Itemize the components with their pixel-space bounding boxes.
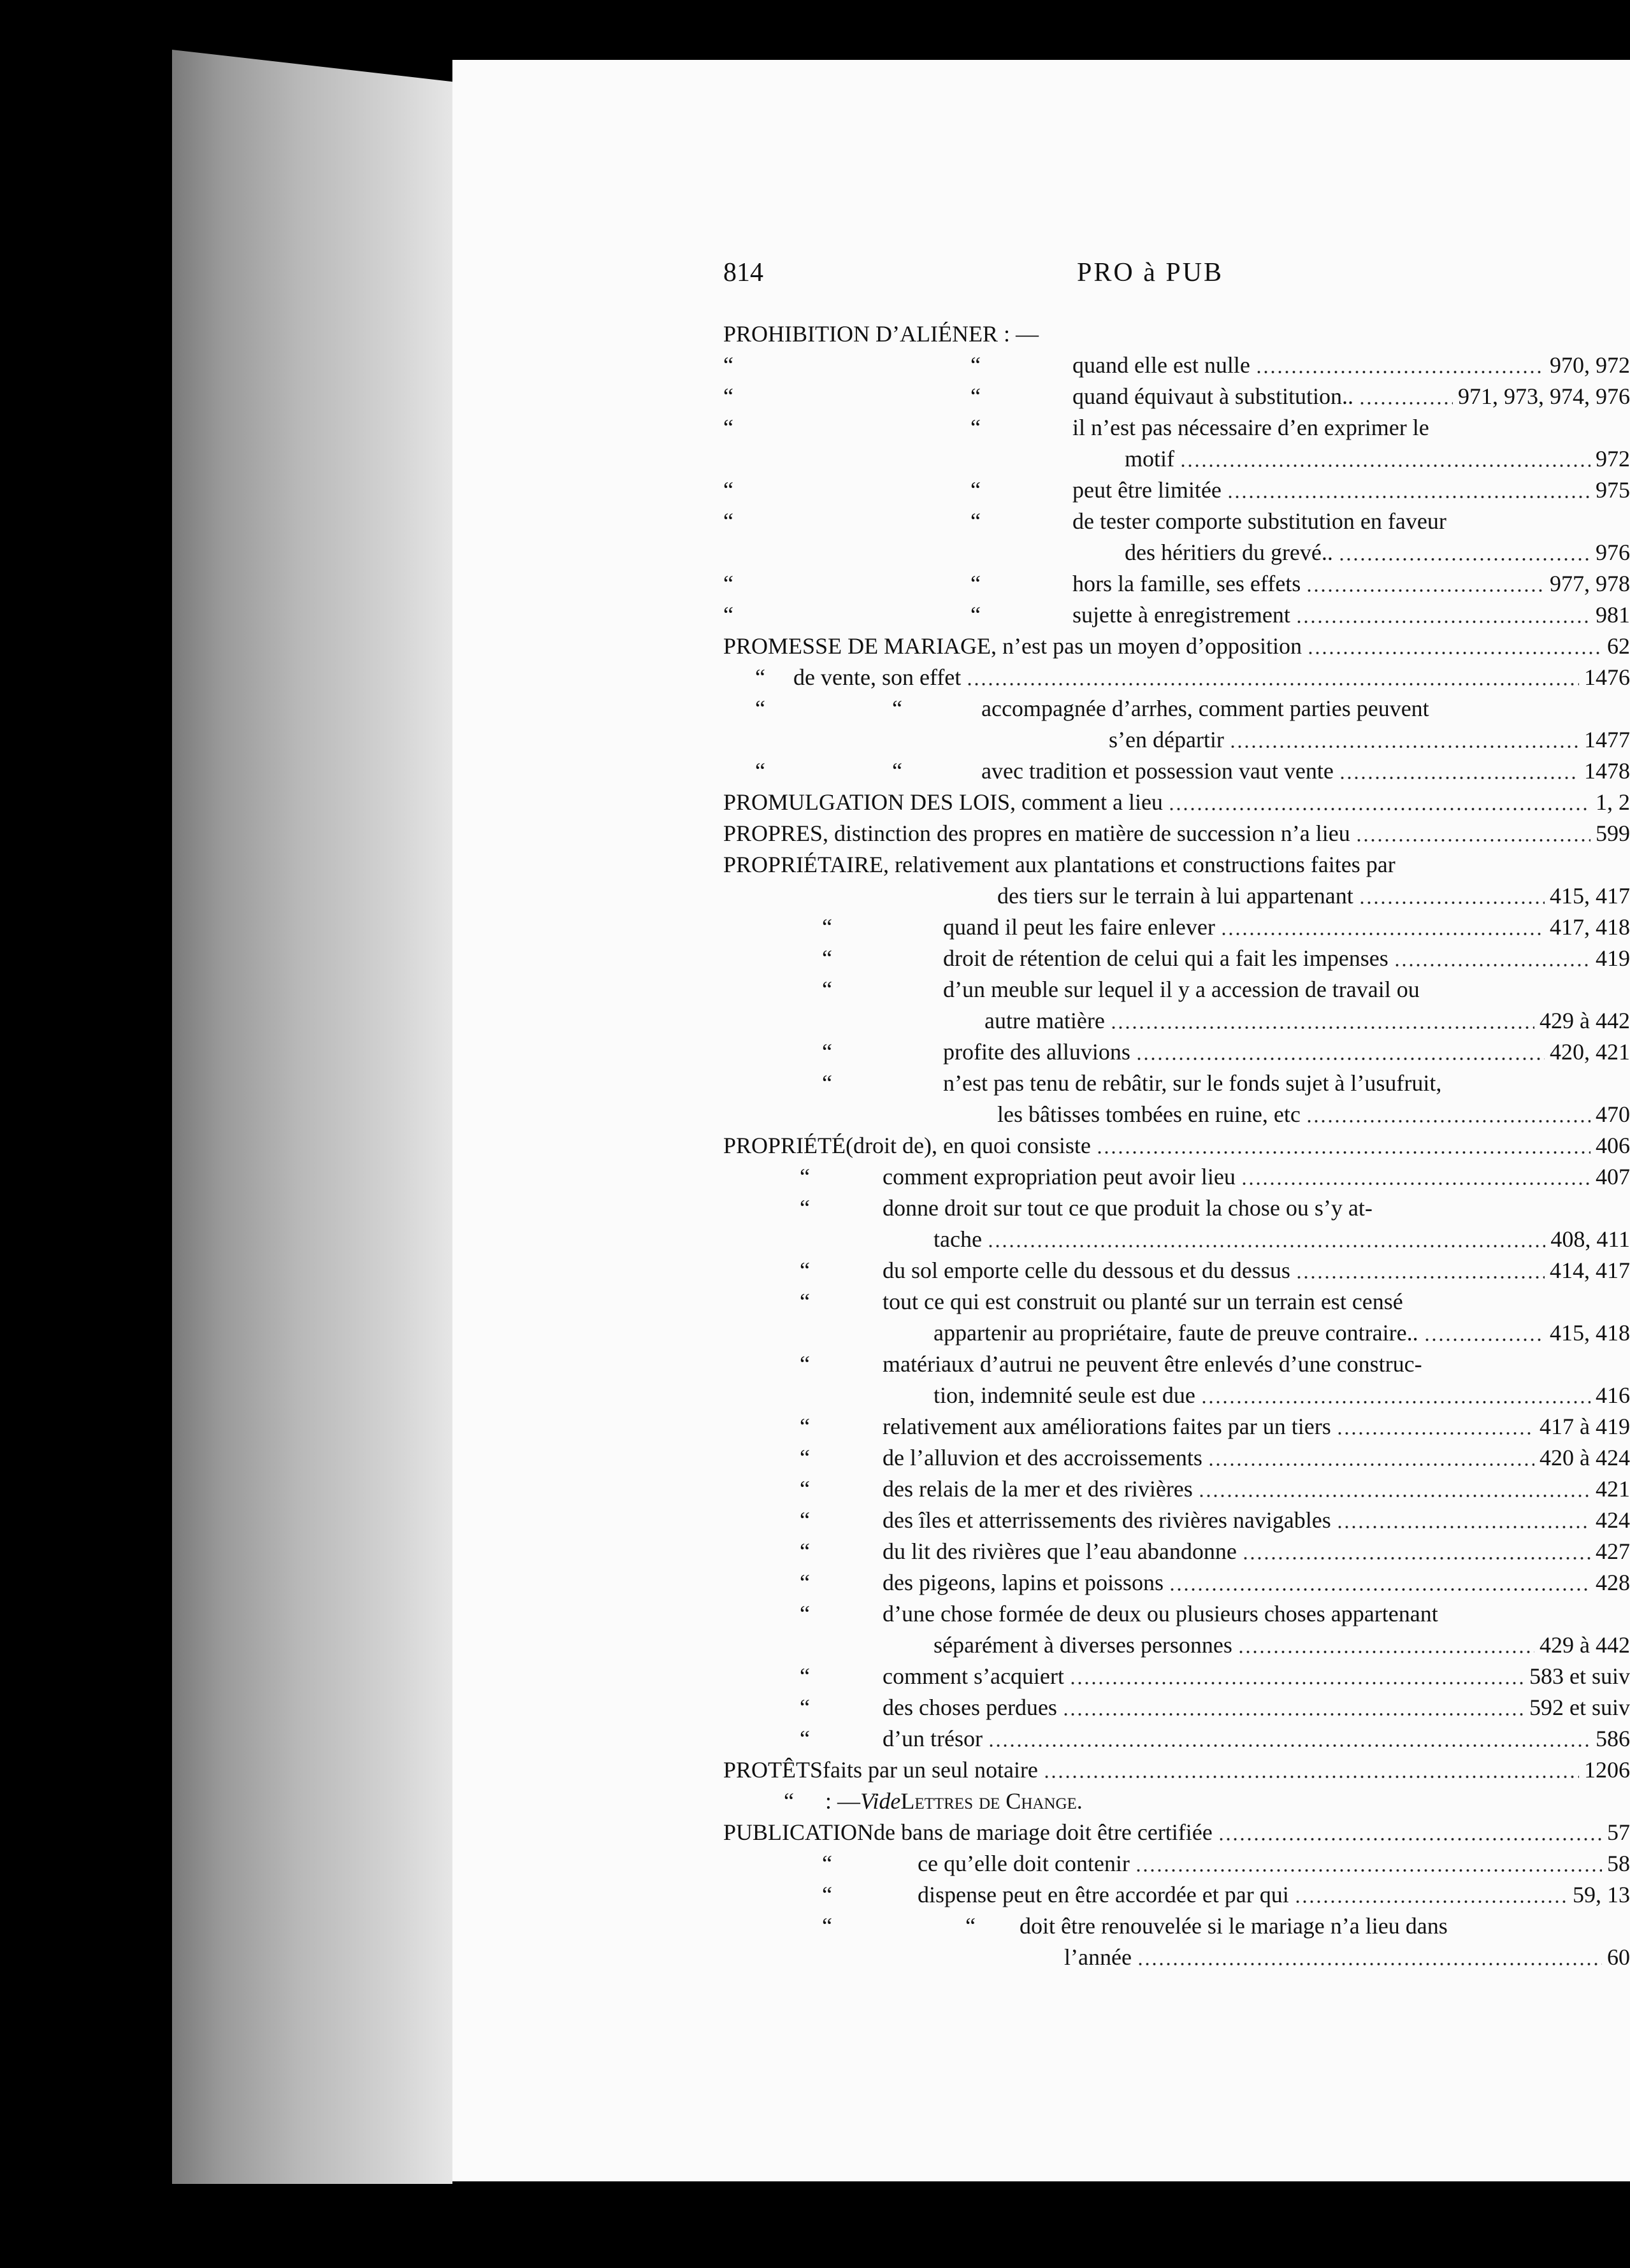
page-reference: 1, 2	[1596, 789, 1630, 815]
dot-leader	[1227, 475, 1590, 506]
index-entry	[723, 1598, 1630, 1630]
dot-leader	[1237, 1630, 1534, 1661]
ditto-mark: “	[800, 1726, 810, 1751]
entry-body	[1072, 381, 1630, 412]
dot-leader	[1220, 912, 1545, 943]
entry-body	[1109, 724, 1630, 756]
entry-body	[981, 756, 1630, 787]
entry-text: comment expropriation peut avoir lieu	[883, 1164, 1236, 1189]
entry-body	[943, 1068, 1441, 1099]
page-reference: 977, 978	[1550, 571, 1630, 596]
page-reference: 971, 973, 974, 976	[1458, 384, 1630, 409]
index-entry	[723, 319, 1630, 350]
entry-body	[883, 1505, 1630, 1536]
page-reference: 1477	[1584, 727, 1630, 752]
index-entry	[723, 1817, 1630, 1848]
entry-text: des choses perdues	[883, 1695, 1057, 1720]
index-entry	[723, 568, 1630, 599]
entry-text: profite des alluvions	[943, 1039, 1130, 1065]
entry-body	[846, 1130, 1630, 1161]
dot-leader	[1424, 1317, 1545, 1349]
page-reference: 429 à 442	[1540, 1632, 1630, 1658]
entry-body	[918, 1848, 1630, 1879]
entry-text: de l’alluvion et des accroissements	[883, 1445, 1202, 1470]
ditto-mark: “	[892, 758, 902, 784]
page-reference: 586	[1596, 1726, 1630, 1751]
entry-body	[883, 849, 1396, 880]
index-entry	[723, 1505, 1630, 1536]
dot-leader	[1229, 724, 1579, 756]
dot-leader	[1338, 537, 1590, 568]
entry-body	[883, 1193, 1373, 1224]
index-entry	[723, 1848, 1630, 1879]
dot-leader	[1241, 1161, 1590, 1193]
ditto-mark: “	[822, 1851, 832, 1876]
cross-reference	[825, 1786, 1083, 1817]
ditto-mark: “	[800, 1289, 810, 1314]
entry-text: sujette à enregistrement	[1072, 602, 1290, 628]
entry-body	[1072, 350, 1630, 381]
dot-leader	[1168, 787, 1590, 818]
index-entry	[723, 880, 1630, 912]
entry-text: d’un meuble sur lequel il y a accession de travail ou	[943, 977, 1420, 1002]
page-reference: 417 à 419	[1540, 1414, 1630, 1439]
entry-body	[918, 1879, 1630, 1911]
entry-text: avec tradition et possession vaut vente	[981, 758, 1334, 784]
ditto-mark: “	[723, 602, 733, 628]
entry-body	[934, 1224, 1630, 1255]
ditto-mark: “	[822, 1882, 832, 1907]
ditto-mark: “	[755, 664, 765, 690]
entry-text: , n’est pas un moyen d’opposition	[991, 633, 1302, 659]
page-reference: 58	[1607, 1851, 1630, 1876]
entry-body	[1072, 475, 1630, 506]
entry-text: peut être limitée	[1072, 477, 1222, 503]
entry-body	[943, 943, 1630, 974]
index-entry	[723, 1317, 1630, 1349]
index-entry	[723, 1161, 1630, 1193]
entry-heading: PROMESSE DE MARIAGE	[723, 633, 992, 659]
dot-leader	[1339, 756, 1579, 787]
dot-leader	[1169, 1567, 1590, 1598]
entry-body	[883, 1474, 1630, 1505]
entry-body	[981, 693, 1429, 724]
cross-reference-see: Vide	[860, 1788, 901, 1814]
index-entry	[723, 1037, 1630, 1068]
entry-heading: PROTÊTS	[723, 1757, 823, 1783]
index-entry	[723, 350, 1630, 381]
entry-heading: PROPRES	[723, 821, 823, 846]
dot-leader	[1295, 1255, 1545, 1286]
entry-heading: PROPRIÉTAIRE	[723, 852, 884, 877]
ditto-mark: “	[800, 1601, 810, 1626]
page-reference: 414, 417	[1550, 1258, 1630, 1283]
index-entry	[723, 1474, 1630, 1505]
ditto-mark: “	[755, 758, 765, 784]
page-range-header: PRO à PUB	[1077, 258, 1224, 287]
page-reference: 583 et suiv	[1529, 1663, 1630, 1689]
page-reference: 427	[1596, 1539, 1630, 1564]
dot-leader	[1062, 1692, 1524, 1723]
index-entry	[723, 1130, 1630, 1161]
ditto-mark: “	[723, 571, 733, 596]
entry-text: donne droit sur tout ce que produit la chose ou s’y at-	[883, 1195, 1373, 1221]
page-reference: 428	[1596, 1570, 1630, 1595]
entry-body	[823, 1755, 1630, 1786]
entry-text: appartenir au propriétaire, faute de preuve contraire..	[934, 1320, 1418, 1346]
entry-text: quand il peut les faire enlever	[943, 914, 1215, 940]
page-reference: 57	[1607, 1819, 1630, 1845]
page-reference: 415, 418	[1550, 1320, 1630, 1346]
index-entry	[723, 537, 1630, 568]
dot-leader	[1355, 818, 1590, 849]
entry-text: dispense peut en être accordée et par qui	[918, 1882, 1289, 1907]
entry-text: des îles et atterrissements des rivières navigables	[883, 1507, 1331, 1533]
index-entry	[723, 1068, 1630, 1099]
index-entry	[723, 724, 1630, 756]
entry-body	[883, 1598, 1438, 1630]
entry-body	[1020, 1911, 1448, 1942]
index-entry	[723, 1380, 1630, 1411]
index-entry	[723, 1879, 1630, 1911]
index-entries	[723, 319, 1630, 1973]
entry-text: hors la famille, ses effets	[1072, 571, 1301, 596]
dot-leader	[1136, 1037, 1545, 1068]
entry-body	[1072, 412, 1429, 443]
index-entry	[723, 412, 1630, 443]
entry-text: des héritiers du grevé..	[1125, 540, 1333, 565]
ditto-mark: “	[822, 945, 832, 971]
dot-leader	[1069, 1661, 1524, 1692]
entry-heading: PROPRIÉTÉ	[723, 1133, 846, 1158]
page-reference: 970, 972	[1550, 352, 1630, 378]
ditto-mark: “	[970, 508, 981, 534]
index-entry	[723, 1349, 1630, 1380]
page-reference: 972	[1596, 446, 1630, 471]
index-entry	[723, 912, 1630, 943]
dot-leader	[1295, 599, 1590, 631]
entry-heading: PROHIBITION D’ALIÉNER : —	[723, 321, 1039, 347]
entry-heading: PROMULGATION DES LOIS	[723, 789, 1011, 815]
dot-leader	[1179, 443, 1590, 475]
entry-text: , distinction des propres en matière de succession n’a lieu	[823, 821, 1350, 846]
page-reference: 470	[1596, 1102, 1630, 1127]
dot-leader	[1043, 1755, 1579, 1786]
ditto-mark: “	[800, 1539, 810, 1564]
entry-body	[997, 1099, 1630, 1130]
entry-body	[883, 1286, 1403, 1317]
dot-leader	[1306, 1099, 1590, 1130]
entry-body	[984, 1005, 1630, 1037]
ditto-mark: “	[822, 1039, 832, 1065]
entry-text: s’en départir	[1109, 727, 1224, 752]
page-reference: 60	[1607, 1944, 1630, 1970]
entry-body	[883, 1536, 1630, 1567]
ditto-mark: “	[892, 696, 902, 721]
page-reference: 1476	[1584, 664, 1630, 690]
index-entry	[723, 599, 1630, 631]
dot-leader	[1135, 1848, 1602, 1879]
entry-text: d’une chose formée de deux ou plusieurs choses appartenant	[883, 1601, 1438, 1626]
entry-body	[1064, 1942, 1630, 1973]
entry-text: de vente, son effet	[793, 664, 962, 690]
dot-leader	[1336, 1411, 1534, 1442]
index-entry	[723, 475, 1630, 506]
ditto-mark: “	[723, 384, 733, 409]
entry-text: tout ce qui est construit ou planté sur un terrain est censé	[883, 1289, 1403, 1314]
entry-text: les bâtisses tombées en ruine, etc	[997, 1102, 1301, 1127]
ditto-mark: “	[800, 1414, 810, 1439]
page-reference: 420 à 424	[1540, 1445, 1630, 1470]
index-entry	[723, 974, 1630, 1005]
index-entry	[723, 1786, 1630, 1817]
ditto-mark: “	[800, 1258, 810, 1283]
index-entry	[723, 443, 1630, 475]
index-entry	[723, 693, 1630, 724]
dot-leader	[1359, 381, 1453, 412]
ditto-mark: “	[970, 477, 981, 503]
page-reference: 592 et suiv	[1529, 1695, 1630, 1720]
entry-text: accompagnée d’arrhes, comment parties peuvent	[981, 696, 1429, 721]
page-reference: 421	[1596, 1476, 1630, 1502]
entry-body	[934, 1380, 1630, 1411]
entry-text: il n’est pas nécessaire d’en exprimer le	[1072, 415, 1429, 440]
entry-body	[943, 912, 1630, 943]
index-entry	[723, 1099, 1630, 1130]
entry-body	[883, 1255, 1630, 1286]
ditto-mark: “	[822, 914, 832, 940]
entry-body	[883, 1661, 1630, 1692]
entry-body	[1072, 599, 1630, 631]
index-entry	[723, 1692, 1630, 1723]
entry-text: de bans de mariage doit être certifiée	[874, 1819, 1213, 1845]
entry-body	[934, 1630, 1630, 1661]
page-reference: 415, 417	[1550, 883, 1630, 908]
index-entry	[723, 849, 1630, 880]
index-entry	[723, 787, 1630, 818]
entry-body	[874, 1817, 1630, 1848]
entry-text: quand équivaut à substitution..	[1072, 384, 1353, 409]
dot-leader	[1096, 1130, 1590, 1161]
entry-text: du sol emporte celle du dessous et du dessus	[883, 1258, 1290, 1283]
ditto-mark: “	[800, 1663, 810, 1689]
page-reference: 1206	[1584, 1757, 1630, 1783]
ditto-mark: “	[755, 696, 765, 721]
dot-leader	[1394, 943, 1590, 974]
entry-body	[1010, 787, 1630, 818]
dot-leader	[1137, 1942, 1602, 1973]
entry-body	[1072, 506, 1446, 537]
page-reference: 599	[1596, 821, 1630, 846]
ditto-mark: “	[800, 1695, 810, 1720]
dot-leader	[1359, 880, 1545, 912]
dot-leader	[1110, 1005, 1534, 1037]
page-reference: 429 à 442	[1540, 1008, 1630, 1033]
entry-text: matériaux d’autrui ne peuvent être enlevés d’une construc-	[883, 1351, 1422, 1377]
index-entry	[723, 1411, 1630, 1442]
ditto-mark: “	[723, 477, 733, 503]
ditto-mark: “	[822, 977, 832, 1002]
index-entry	[723, 1942, 1630, 1973]
index-entry	[723, 1005, 1630, 1037]
page-reference: 406	[1596, 1133, 1630, 1158]
entry-text: n’est pas tenu de rebâtir, sur le fonds sujet à l’usufruit,	[943, 1070, 1442, 1096]
index-entry	[723, 662, 1630, 693]
ditto-mark: “	[784, 1788, 794, 1814]
ditto-mark: “	[723, 352, 733, 378]
page-reference: 417, 418	[1550, 914, 1630, 940]
entry-text: de tester comporte substitution en faveur	[1072, 508, 1446, 534]
entry-body	[793, 662, 1630, 693]
dot-leader	[1255, 350, 1545, 381]
entry-body	[934, 1317, 1630, 1349]
entry-text: autre matière	[984, 1008, 1105, 1033]
dot-leader	[1198, 1474, 1590, 1505]
ditto-mark: “	[800, 1195, 810, 1221]
index-entry	[723, 818, 1630, 849]
dot-leader	[1294, 1879, 1568, 1911]
index-entry	[723, 381, 1630, 412]
index-entry	[723, 943, 1630, 974]
dot-leader	[987, 1224, 1545, 1255]
dot-leader	[988, 1723, 1590, 1755]
ditto-mark: “	[970, 384, 981, 409]
entry-text: des tiers sur le terrain à lui appartenant	[997, 883, 1353, 908]
entry-body	[943, 974, 1420, 1005]
index-entry	[723, 506, 1630, 537]
page-edges	[172, 50, 452, 2184]
ditto-mark: “	[970, 571, 981, 596]
index-entry	[723, 1723, 1630, 1755]
entry-text: tache	[934, 1226, 982, 1252]
entry-text: ce qu’elle doit contenir	[918, 1851, 1130, 1876]
ditto-mark: “	[965, 1913, 976, 1939]
entry-body	[883, 1692, 1630, 1723]
index-entry	[723, 1755, 1630, 1786]
entry-text: des pigeons, lapins et poissons	[883, 1570, 1164, 1595]
page-reference: 416	[1596, 1382, 1630, 1408]
entry-text: , comment a lieu	[1010, 789, 1163, 815]
index-entry	[723, 1630, 1630, 1661]
ditto-mark: “	[800, 1476, 810, 1502]
entry-text: , relativement aux plantations et constructions faites par	[883, 852, 1396, 877]
index-entry	[723, 1442, 1630, 1474]
entry-text: droit de rétention de celui qui a fait les impenses	[943, 945, 1388, 971]
ditto-mark: “	[822, 1913, 832, 1939]
dot-leader	[1307, 631, 1602, 662]
entry-body	[823, 818, 1630, 849]
page-reference: 62	[1607, 633, 1630, 659]
index-entry	[723, 1286, 1630, 1317]
page-reference: 981	[1596, 602, 1630, 628]
ditto-mark: “	[800, 1445, 810, 1470]
entry-body	[991, 631, 1630, 662]
page-reference: 408, 411	[1550, 1226, 1630, 1252]
entry-body	[883, 1567, 1630, 1598]
entry-text: comment s’acquiert	[883, 1663, 1064, 1689]
entry-text: des relais de la mer et des rivières	[883, 1476, 1193, 1502]
ditto-mark: “	[970, 415, 981, 440]
entry-text: du lit des rivières que l’eau abandonne	[883, 1539, 1237, 1564]
ditto-mark: “	[723, 508, 733, 534]
cross-reference-prefix: : —	[825, 1788, 861, 1814]
ditto-mark: “	[822, 1070, 832, 1096]
ditto-mark: “	[800, 1570, 810, 1595]
index-entry	[723, 1255, 1630, 1286]
page-reference: 976	[1596, 540, 1630, 565]
dot-leader	[966, 662, 1579, 693]
entry-text: quand elle est nulle	[1072, 352, 1250, 378]
index-entry	[723, 1224, 1630, 1255]
entry-body	[1125, 443, 1630, 475]
index-entry	[723, 631, 1630, 662]
ditto-mark: “	[723, 415, 733, 440]
entry-text: faits par un seul notaire	[823, 1757, 1038, 1783]
entry-text: l’année	[1064, 1944, 1132, 1970]
entry-body	[943, 1037, 1630, 1068]
ditto-mark: “	[970, 352, 981, 378]
dot-leader	[1306, 568, 1545, 599]
ditto-mark: “	[800, 1351, 810, 1377]
index-entry	[723, 756, 1630, 787]
ditto-mark: “	[800, 1164, 810, 1189]
page-number: 814	[723, 258, 763, 287]
dot-leader	[1208, 1442, 1534, 1474]
index-entry	[723, 1567, 1630, 1598]
dot-leader	[1336, 1505, 1590, 1536]
ditto-mark: “	[970, 602, 981, 628]
index-entry	[723, 1661, 1630, 1692]
entry-text: relativement aux améliorations faites par un tiers	[883, 1414, 1331, 1439]
index-entry	[723, 1193, 1630, 1224]
page-reference: 420, 421	[1550, 1039, 1630, 1065]
entry-body	[1072, 568, 1630, 599]
page-reference: 975	[1596, 477, 1630, 503]
entry-body	[883, 1723, 1630, 1755]
entry-text: (droit de), en quoi consiste	[846, 1133, 1091, 1158]
page-reference: 407	[1596, 1164, 1630, 1189]
cross-reference-target: Lettres de Change.	[900, 1788, 1083, 1814]
entry-body	[883, 1411, 1630, 1442]
entry-body	[883, 1161, 1630, 1193]
entry-text: tion, indemnité seule est due	[934, 1382, 1195, 1408]
entry-text: motif	[1125, 446, 1174, 471]
page-reference: 424	[1596, 1507, 1630, 1533]
page-reference: 59, 13	[1573, 1882, 1630, 1907]
dot-leader	[1218, 1817, 1602, 1848]
entry-text: d’un trésor	[883, 1726, 983, 1751]
dot-leader	[1201, 1380, 1590, 1411]
entry-text: séparément à diverses personnes	[934, 1632, 1232, 1658]
page-reference: 1478	[1584, 758, 1630, 784]
dot-leader	[1242, 1536, 1590, 1567]
ditto-mark: “	[800, 1507, 810, 1533]
entry-body	[883, 1349, 1422, 1380]
index-entry	[723, 1536, 1630, 1567]
entry-heading: PUBLICATION	[723, 1819, 874, 1845]
entry-body	[883, 1442, 1630, 1474]
page-reference: 419	[1596, 945, 1630, 971]
entry-body	[1125, 537, 1630, 568]
entry-text: doit être renouvelée si le mariage n’a lieu dans	[1020, 1913, 1448, 1939]
entry-body	[997, 880, 1630, 912]
index-entry	[723, 1911, 1630, 1942]
